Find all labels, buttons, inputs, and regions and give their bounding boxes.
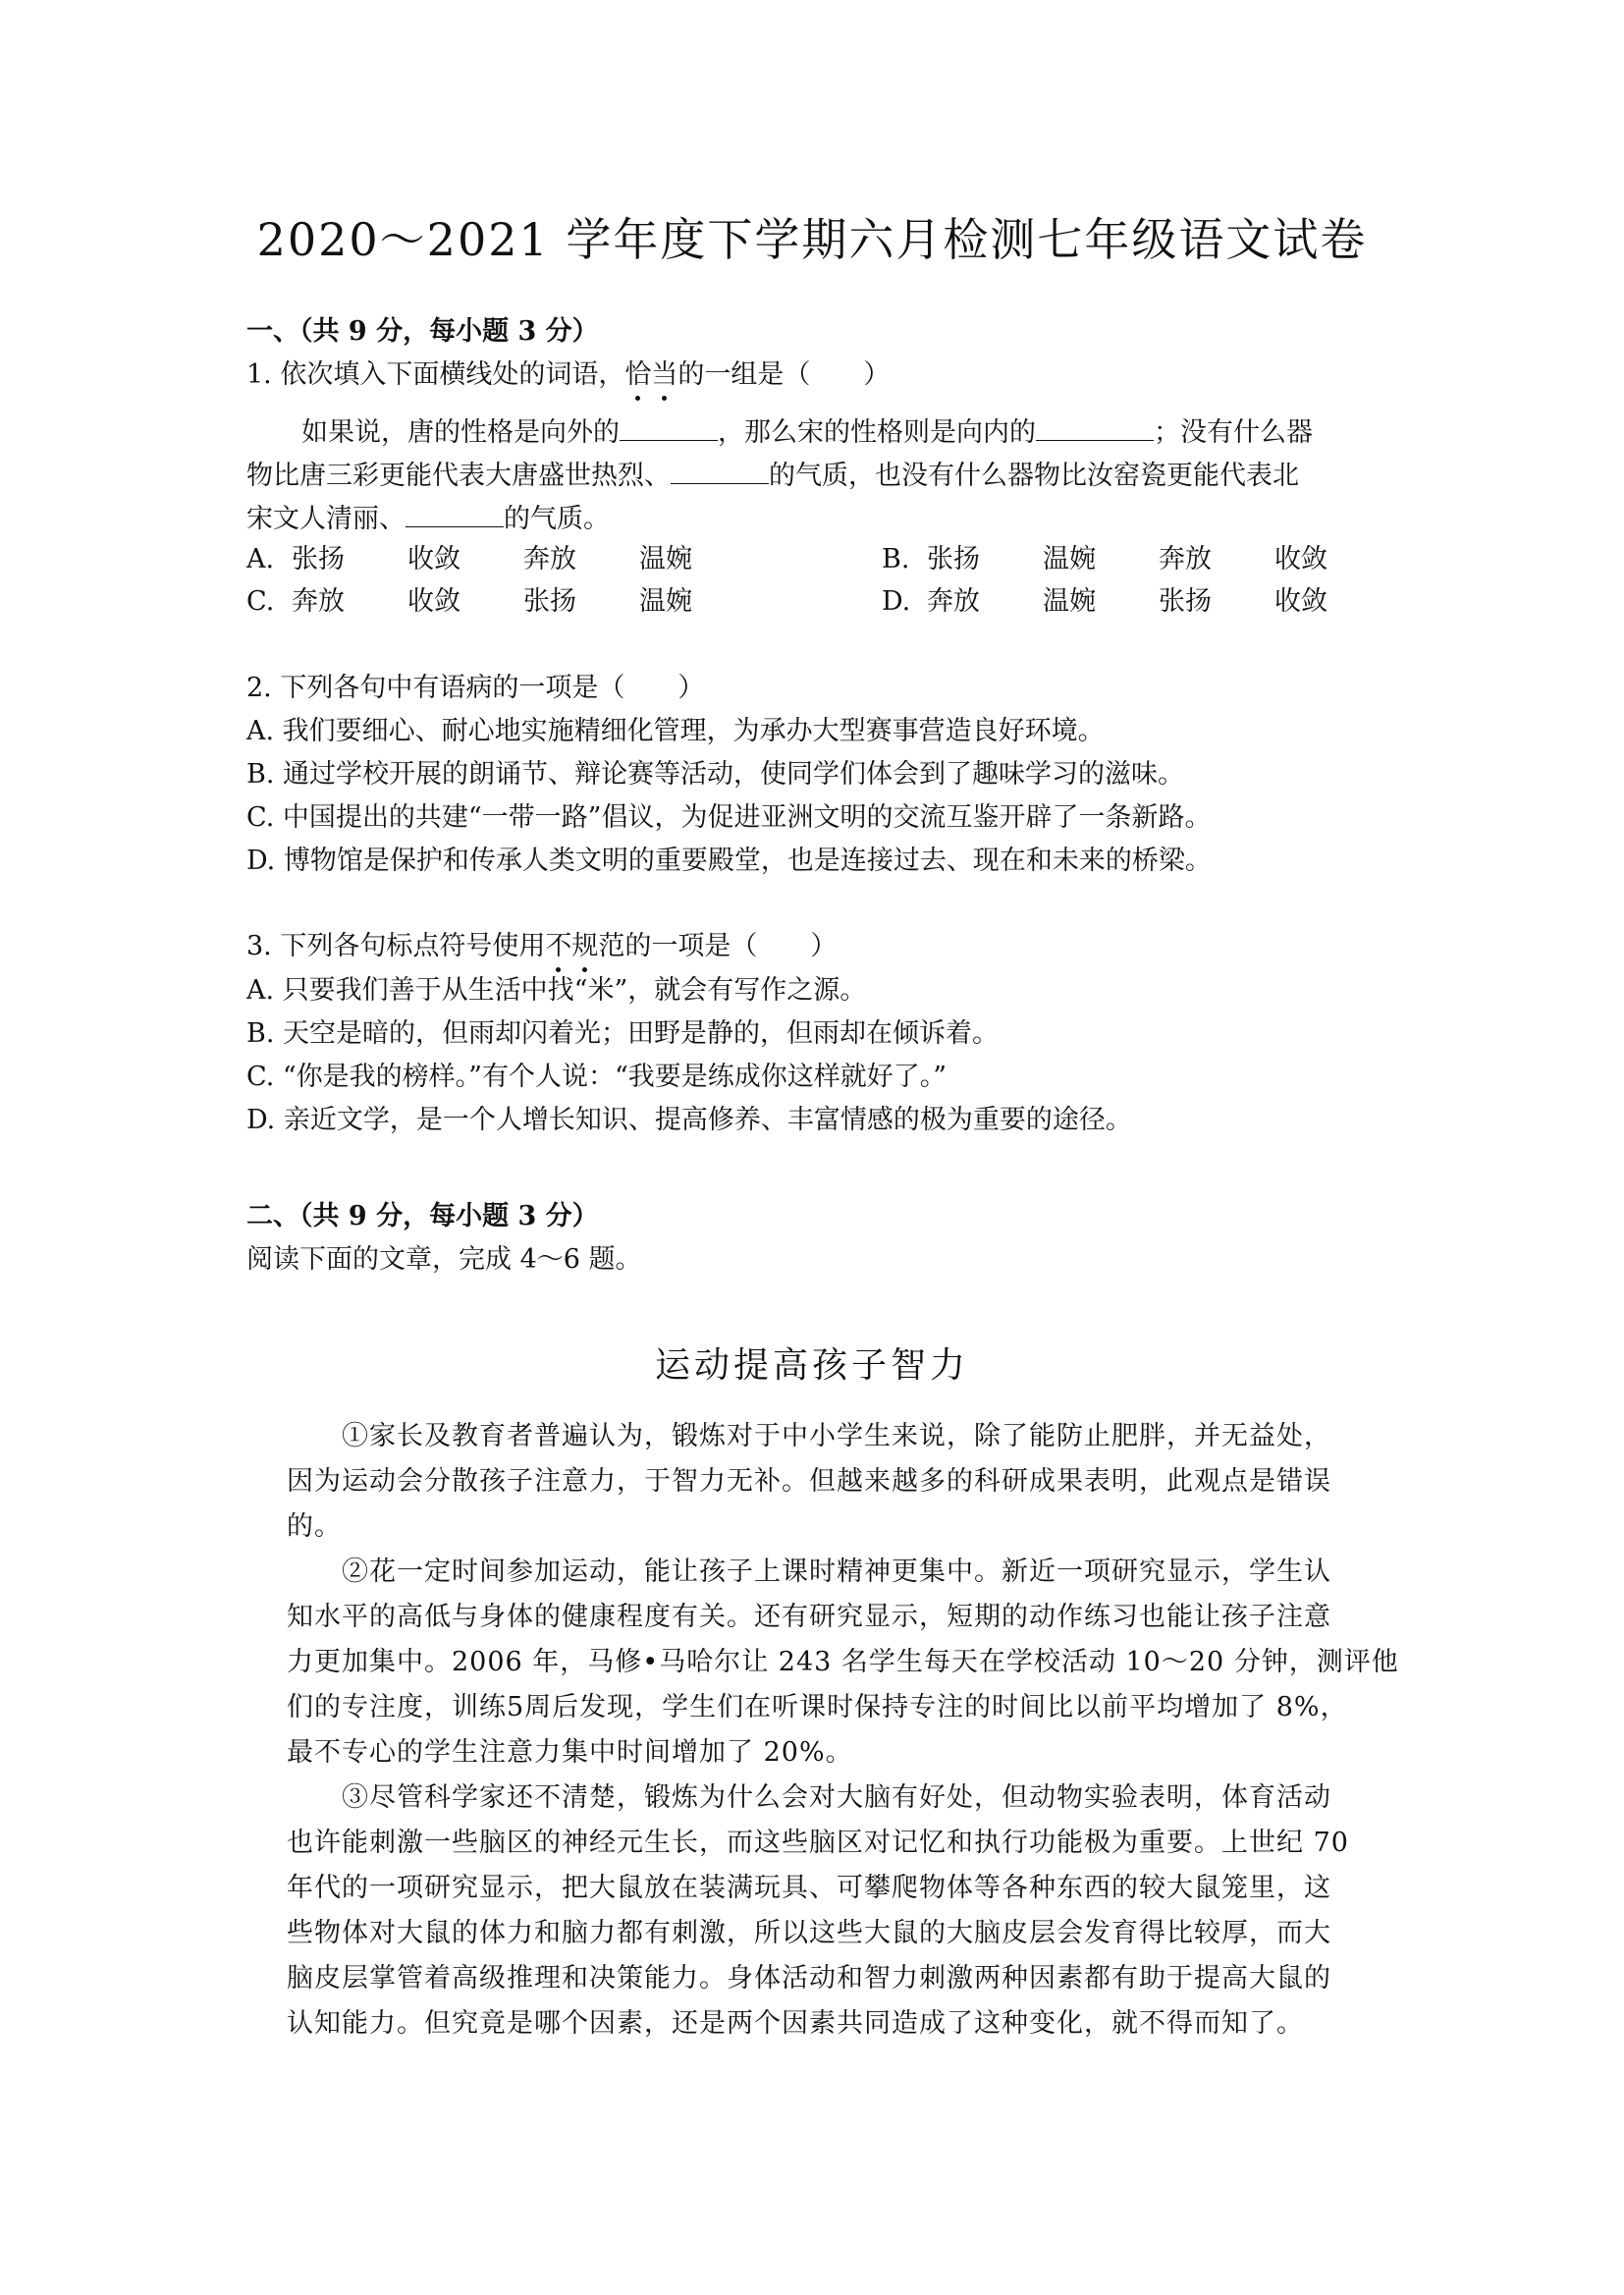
- section2-heading: 二、（共 9 分，每小题 3 分）: [246, 1201, 599, 1231]
- passage-text: 物比唐三彩更能代表大唐盛世热烈、: [246, 461, 671, 491]
- article-line: 知水平的高低与身体的健康程度有关。还有研究显示，短期的动作练习也能让孩子注意: [287, 1602, 1331, 1632]
- q3-stem-text-a: 3. 下列各句标点符号使用: [246, 931, 546, 961]
- fill-blank[interactable]: [1036, 410, 1154, 441]
- option-word: 收敛: [1274, 544, 1327, 574]
- q3-stem: [246, 927, 837, 966]
- article-line: 力更加集中。2006 年，马修•马哈尔让 243 名学生每天在学校活动 10～20 分钟，测评他: [287, 1647, 1399, 1677]
- exam-title: 2020～2021 学年度下学期六月检测七年级语文试卷: [256, 213, 1368, 266]
- emphasis-char: 当: [651, 355, 677, 395]
- q1-option-d[interactable]: [882, 582, 1390, 622]
- q1-stem-text-b: 的一组是（ ）: [677, 359, 891, 390]
- passage-text: 的气质。: [504, 504, 610, 534]
- article-line: ③尽管科学家还不清楚，锻炼为什么会对大脑有好处，但动物实验表明，体育活动: [287, 1782, 1331, 1813]
- option-word: 奔放: [292, 586, 345, 617]
- q3-stem-text-b: 范的一项是（ ）: [598, 931, 838, 961]
- article-line: 的。: [287, 1511, 342, 1542]
- article-line: 脑皮层掌管着高级推理和决策能力。身体活动和智力刺激两种因素都有助于提高大鼠的: [287, 1963, 1331, 1994]
- fill-blank[interactable]: [406, 497, 504, 527]
- passage-text: 如果说，唐的性格是向外的: [301, 417, 620, 448]
- q3-option-a[interactable]: A. 只要我们善于从生活中找“米”，就会有写作之源。: [246, 975, 867, 1006]
- passage-text: 的气质，也没有什么器物比汝窑瓷更能代表北: [769, 461, 1299, 491]
- option-word: 温婉: [639, 586, 692, 617]
- option-label: B.: [882, 544, 910, 574]
- option-label: A.: [246, 544, 275, 574]
- emphasis-char: 恰: [624, 355, 651, 395]
- option-label: C.: [246, 586, 275, 617]
- q2-stem: 2. 下列各句中有语病的一项是（ ）: [246, 673, 705, 703]
- option-word: 奔放: [523, 544, 576, 574]
- article-line: 们的专注度，训练5周后发现，学生们在听课时保持专注的时间比以前平均增加了 8%，: [287, 1692, 1348, 1722]
- section1-heading: 一、（共 9 分，每小题 3 分）: [246, 316, 599, 347]
- fill-blank[interactable]: [620, 410, 718, 441]
- q3-option-d[interactable]: D. 亲近文学，是一个人增长知识、提高修养、丰富情感的极为重要的途径。: [246, 1105, 1132, 1135]
- option-word: 张扬: [523, 586, 576, 617]
- article-line: 认知能力。但究竟是哪个因素，还是两个因素共同造成了这种变化，就不得而知了。: [287, 2008, 1304, 2039]
- q3-option-b[interactable]: B. 天空是暗的，但雨却闪着光；田野是静的，但雨却在倾诉着。: [246, 1018, 1000, 1049]
- article-line: 也许能刺激一些脑区的神经元生长，而这些脑区对记忆和执行功能极为重要。上世纪 70: [287, 1828, 1349, 1858]
- article-line: ①家长及教育者普遍认为，锻炼对于中小学生来说，除了能防止肥胖，并无益处，: [287, 1421, 1331, 1451]
- option-word: 温婉: [1043, 586, 1096, 617]
- article-line: 年代的一项研究显示，把大鼠放在装满玩具、可攀爬物体等各种东西的较大鼠笼里，这: [287, 1873, 1331, 1903]
- option-word: 温婉: [639, 544, 692, 574]
- passage-text: ，那么宋的性格则是向内的: [718, 417, 1036, 448]
- option-word: 收敛: [407, 544, 460, 574]
- emphasis-char: 不: [545, 927, 571, 966]
- option-word: 张扬: [927, 544, 980, 574]
- article-line: 因为运动会分散孩子注意力，于智力无补。但越来越多的科研成果表明，此观点是错误: [287, 1466, 1331, 1497]
- article-title: 运动提高孩子智力: [654, 1345, 969, 1386]
- passage-text: 宋文人清丽、: [246, 504, 406, 534]
- option-word: 收敛: [1274, 586, 1327, 617]
- option-word: 温婉: [1043, 544, 1096, 574]
- q1-stem: [246, 355, 890, 395]
- q2-option-d[interactable]: D. 博物馆是保护和传承人类文明的重要殿堂，也是连接过去、现在和未来的桥梁。: [246, 846, 1212, 876]
- option-word: 张扬: [292, 544, 345, 574]
- q1-option-b[interactable]: [882, 540, 1390, 579]
- section2-instruction: 阅读下面的文章，完成 4～6 题。: [246, 1244, 642, 1275]
- q1-option-c[interactable]: [246, 582, 755, 622]
- q3-option-c[interactable]: C. “你是我的榜样。”有个人说：“我要是练成你这样就好了。”: [246, 1062, 947, 1092]
- option-label: D.: [882, 586, 911, 617]
- q1-passage-line: [301, 410, 1313, 453]
- option-word: 奔放: [1159, 544, 1212, 574]
- emphasis-char: 规: [571, 927, 598, 966]
- q1-passage-line: [246, 454, 1299, 496]
- q1-stem-text-a: 1. 依次填入下面横线处的词语，: [246, 359, 625, 390]
- option-word: 张扬: [1159, 586, 1212, 617]
- q2-option-b[interactable]: B. 通过学校开展的朗诵节、辩论赛等活动，使同学们体会到了趣味学习的滋味。: [246, 759, 1185, 790]
- q2-option-c[interactable]: C. 中国提出的共建“一带一路”倡议，为促进亚洲文明的交流互鉴开辟了一条新路。: [246, 802, 1212, 833]
- fill-blank[interactable]: [671, 454, 769, 484]
- article-line: ②花一定时间参加运动，能让孩子上课时精神更集中。新近一项研究显示，学生认: [287, 1557, 1331, 1587]
- article-line: 最不专心的学生注意力集中时间增加了 20%。: [287, 1737, 853, 1768]
- q1-option-a[interactable]: [246, 540, 755, 579]
- option-word: 奔放: [927, 586, 980, 617]
- q1-passage-line: [246, 497, 610, 539]
- option-word: 收敛: [407, 586, 460, 617]
- article-line: 些物体对大鼠的体力和脑力都有刺激，所以这些大鼠的大脑皮层会发育得比较厚，而大: [287, 1918, 1331, 1948]
- passage-text: ；没有什么器: [1154, 417, 1313, 448]
- q2-option-a[interactable]: A. 我们要细心、耐心地实施精细化管理，为承办大型赛事营造良好环境。: [246, 716, 1105, 746]
